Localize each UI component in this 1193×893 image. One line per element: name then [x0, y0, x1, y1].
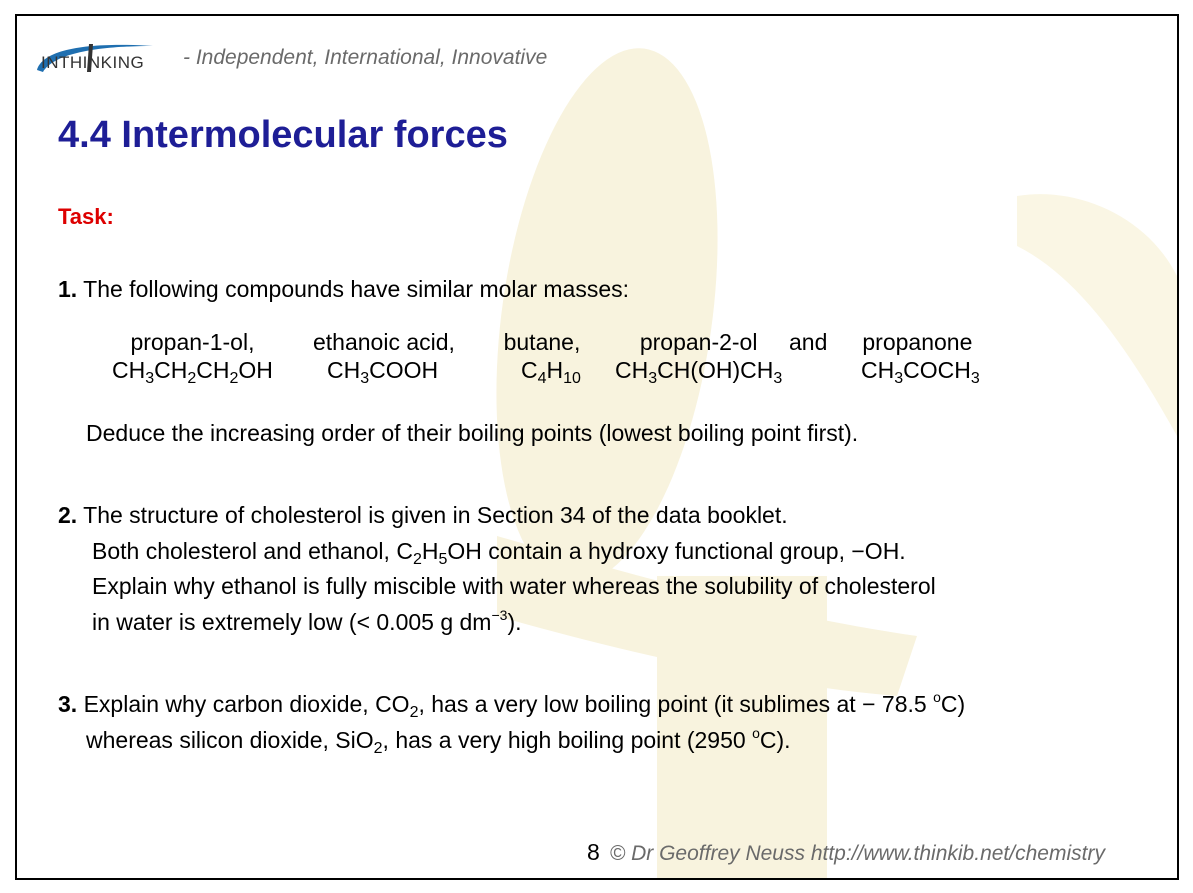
- q3-number: 3.: [58, 691, 78, 717]
- compound-propan-2-ol: [615, 328, 783, 387]
- copyright: © Dr Geoffrey Neuss http://www.thinkib.net/chemistry: [609, 842, 1105, 865]
- compound-name: propanone: [862, 329, 973, 355]
- compound-propan-1-ol: [112, 328, 273, 387]
- compound-name: propan-1-ol,: [130, 329, 255, 355]
- slide: [15, 14, 1179, 880]
- q1-deduce: Deduce the increasing order of their boiling points (lowest boiling point first).: [86, 420, 859, 446]
- q1-intro-text: The following compounds have similar molar masses:: [77, 276, 629, 302]
- compound-formula: $CH_3COOH$: [327, 357, 439, 387]
- page-title: 4.4 Intermolecular forces: [58, 114, 508, 156]
- connector-and: [789, 328, 827, 356]
- q1-intro: [58, 271, 629, 307]
- tagline: - Independent, International, Innovative: [183, 46, 548, 69]
- q3-line2: whereas silicon dioxide, SiO$_2$, has a very high boiling point (2950 $^o$C).: [86, 725, 791, 757]
- q2-line4: in water is extremely low (< 0.005 g $dm^{-3}$).: [92, 607, 522, 635]
- logo-text: INTHINKING: [41, 53, 145, 72]
- q2-line1: 2. The structure of cholesterol is given in Section 34 of the data booklet.: [58, 502, 788, 528]
- compound-name: butane,: [503, 329, 581, 355]
- page-number: 8: [587, 839, 600, 865]
- compound-ethanoic-acid: [313, 328, 455, 387]
- q2-line3: Explain why ethanol is fully miscible with water whereas the solubility of cholesterol: [92, 573, 936, 599]
- compound-formula: $C_4H_{10}$: [521, 357, 581, 387]
- compound-butane: [503, 328, 581, 387]
- compound-name: propan-2-ol: [639, 329, 758, 355]
- q1-number: 1.: [58, 276, 78, 302]
- q3-line1: 3. Explain why carbon dioxide, $CO_2$, has a very low boiling point (it sublimes at − 78.5 $^o$C): [58, 689, 966, 721]
- compound-propanone: [855, 328, 980, 387]
- task-label: Task:: [58, 204, 114, 229]
- header: [33, 38, 733, 78]
- compound-formula: $CH_3CH_2CH_2OH$: [112, 357, 273, 387]
- footer: [587, 839, 1105, 866]
- connector-and-text: and: [789, 329, 828, 355]
- compound-formula: $CH_3CH(OH)CH_3$: [615, 357, 783, 387]
- compound-formula: $CH_3COCH_3$: [861, 357, 980, 387]
- q2-line2: Both cholesterol and ethanol, $C_2H_5OH$ contain a hydroxy functional group, −OH.: [92, 538, 906, 568]
- q2-number: 2.: [58, 502, 78, 528]
- compound-name: ethanoic acid,: [313, 329, 455, 355]
